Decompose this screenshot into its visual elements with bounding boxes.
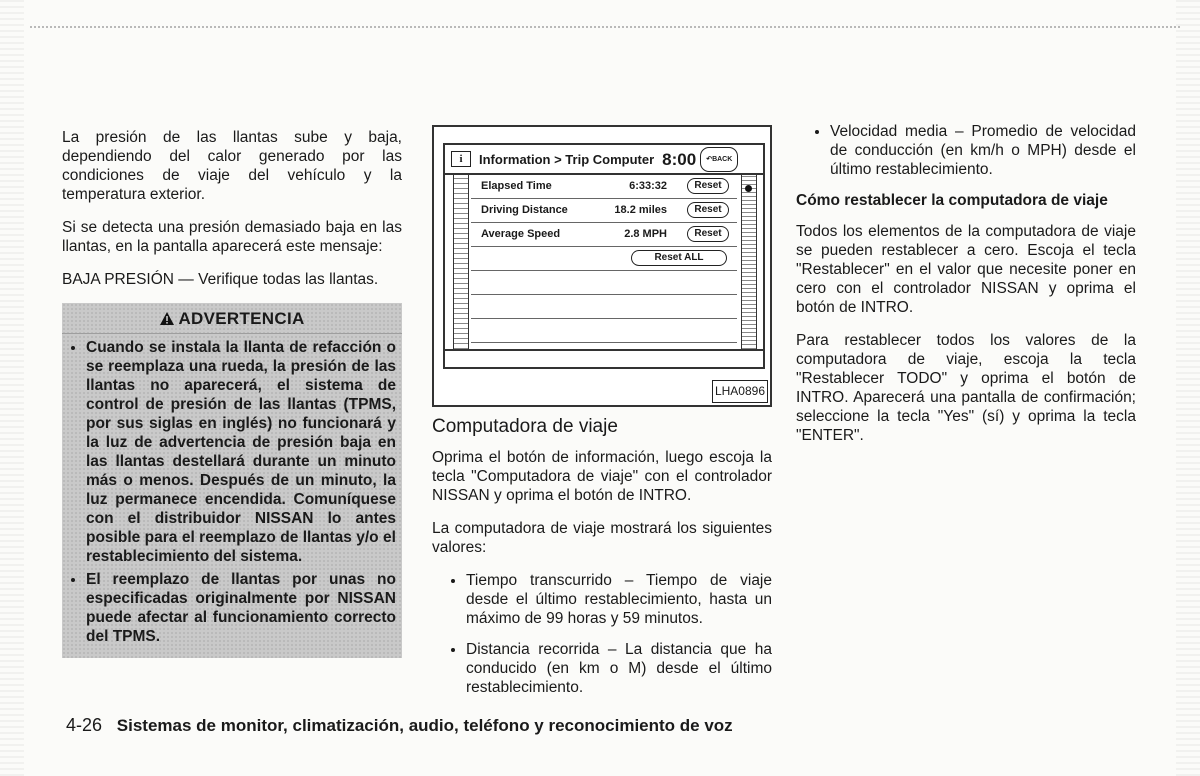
- list-item: • Velocidad media – Promedio de velocidad de conducción (en km/h o MPH) desde el último restablecimiento.: [830, 122, 1136, 179]
- scroll-position-dot: [745, 185, 752, 192]
- screen-title: Information > Trip Computer: [479, 151, 655, 167]
- warning-header: [62, 303, 402, 334]
- screen-row-empty: [471, 271, 737, 295]
- warning-box: [62, 303, 402, 658]
- list-item: • Distancia recorrida – La distancia que ha conducido (en km o M) desde el último restablecimiento.: [466, 640, 772, 697]
- warning-triangle-icon: [159, 311, 175, 326]
- right-column: [796, 122, 1136, 459]
- screen-clock: 8:00: [662, 149, 697, 169]
- screen-row-elapsed-time: [471, 175, 737, 199]
- trip-computer-figure: [432, 125, 772, 407]
- left-edge-speckle: [0, 0, 24, 776]
- reset-all-button[interactable]: Reset ALL: [631, 250, 727, 266]
- row-value: 6:33:32: [629, 180, 667, 192]
- paragraph-values-intro: La computadora de viaje mostrará los siguientes valores:: [432, 520, 772, 556]
- paragraph-reset-single: Todos los elementos de la computadora de viaje se pueden restablecer a cero. Escoja el tecla "Restablecer" en el valor que necesite poner en cero con el controlador NISSAN y oprima el botón de INTRO.: [796, 223, 1136, 316]
- right-edge-speckle: [1176, 0, 1200, 776]
- left-scroll-hatch: [453, 175, 469, 349]
- paragraph-reset-all: Para restablecer todos los valores de la computadora de viaje, escoja la tecla "Restablecer TODO" y oprima el botón de INTRO. Aparecerá una pantalla de confirmación; seleccione la tecla "Yes" (sí) y oprima la tecla "ENTER".: [796, 332, 1136, 444]
- screen-row-empty: [471, 319, 737, 343]
- display-screen: [443, 143, 765, 351]
- screen-bottom-bar: [443, 349, 765, 369]
- screen-row-empty: [471, 295, 737, 319]
- screen-body: [445, 175, 763, 349]
- reset-elapsed-time-button[interactable]: Reset: [687, 178, 729, 194]
- values-list-continued: [796, 122, 1136, 179]
- row-label: Driving Distance: [481, 204, 568, 216]
- subheading: Cómo restablecer la computadora de viaje: [796, 192, 1108, 209]
- reset-average-speed-button[interactable]: Reset: [687, 226, 729, 242]
- figure-code: LHA0896: [712, 380, 768, 403]
- paragraph-low-pressure-message: BAJA PRESIÓN — Verifique todas las llantas.: [62, 271, 379, 288]
- chapter-title: Sistemas de monitor, climatización, audio, teléfono y reconocimiento de voz: [116, 716, 733, 735]
- scrollbar[interactable]: [741, 175, 757, 349]
- list-item: • Tiempo transcurrido – Tiempo de viaje desde el último restablecimiento, hasta un máximo de 99 horas y 59 minutos.: [466, 571, 772, 628]
- values-list: [432, 571, 772, 697]
- row-label: Average Speed: [481, 228, 561, 240]
- section-heading: Computadora de viaje: [432, 416, 618, 437]
- screen-row-average-speed: [471, 223, 737, 247]
- paragraph-low-pressure: Si se detecta una presión demasiado baja en las llantas, en la pantalla aparecerá este mensaje:: [62, 219, 402, 255]
- page-footer: [66, 715, 733, 736]
- paragraph-pressure: La presión de las llantas sube y baja, dependiendo del calor generado por las condiciones de viaje del vehículo y la temperatura exterior.: [62, 129, 402, 203]
- info-icon: i: [451, 151, 471, 167]
- screen-title-bar: [445, 145, 763, 175]
- page-number: 4-26: [66, 715, 103, 735]
- warning-list: [62, 334, 402, 658]
- warning-title: ADVERTENCIA: [178, 308, 305, 328]
- row-value: 18.2 miles: [614, 204, 667, 216]
- paragraph-instructions: Oprima el botón de información, luego escoja la tecla "Computadora de viaje" con el controlador NISSAN y oprima el botón de INTRO.: [432, 449, 772, 504]
- left-column: [62, 128, 402, 658]
- header-rule: [30, 26, 1180, 28]
- screen-row-driving-distance: [471, 199, 737, 223]
- reset-driving-distance-button[interactable]: Reset: [687, 202, 729, 218]
- screen-row-reset-all: [471, 247, 737, 271]
- warning-item: • Cuando se instala la llanta de refacción o se reemplaza una rueda, la presión de las llantas no aparecerá, el sistema de control de presión de las llantas (TPMS, por sus siglas en inglés) no funcionará y la luz de advertencia de presión baja en las llantas destellará durante un minuto más o menos. Después de un minuto, la luz permanece encendida. Comuníquese con el distribuidor NISSAN lo antes posible para el reemplazo de llantas y/o el restablecimiento del sistema.: [86, 338, 396, 566]
- row-label: Elapsed Time: [481, 180, 552, 192]
- middle-column: [432, 125, 772, 709]
- back-button[interactable]: ↶BACK: [700, 147, 738, 172]
- warning-item: • El reemplazo de llantas por unas no especificadas originalmente por NISSAN puede afectar al funcionamiento correcto del TPMS.: [86, 570, 396, 646]
- row-value: 2.8 MPH: [624, 228, 667, 240]
